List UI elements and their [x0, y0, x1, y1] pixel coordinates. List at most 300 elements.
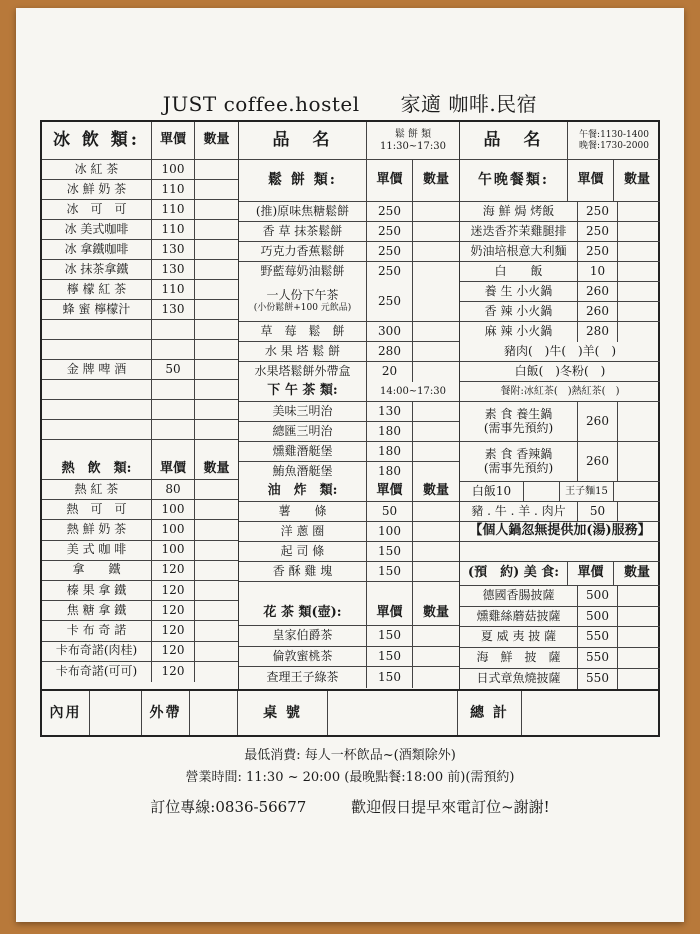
meat-addon-price: 50 [578, 502, 618, 521]
qty-cell[interactable] [413, 422, 459, 441]
item-name [42, 440, 152, 460]
hot-header-row [42, 460, 238, 480]
qty-header: 數量 [203, 132, 230, 148]
table-row [460, 282, 660, 302]
waffle-top-header [239, 122, 459, 160]
qty-cell[interactable] [195, 260, 238, 279]
item-name: 倫敦蜜桃茶 [239, 647, 367, 667]
qty-cell[interactable] [195, 480, 238, 499]
table-row [239, 502, 459, 522]
item-name: 冰 可 可 [42, 200, 152, 219]
afternoon-tea-list [239, 402, 459, 482]
qty-header: 數量 [422, 483, 449, 499]
item-price: 110 [152, 220, 195, 239]
item-name: 美味三明治 [239, 402, 367, 421]
item-price: 130 [152, 260, 195, 279]
qty-cell[interactable] [413, 282, 459, 321]
qty-cell[interactable] [195, 240, 238, 259]
qty-cell[interactable] [195, 601, 238, 620]
table-row [42, 440, 238, 460]
meal-list [460, 202, 660, 342]
qty-cell[interactable] [195, 581, 238, 600]
total-field[interactable] [522, 691, 658, 735]
item-name: 草 莓 鬆 餅 [239, 322, 367, 341]
item-name: 榛 果 拿 鐵 [42, 581, 152, 600]
item-name: 冰 拿鐵咖啡 [42, 240, 152, 259]
item-price: 180 [367, 422, 413, 441]
item-price [152, 380, 195, 399]
dine-in-checkbox[interactable] [90, 691, 142, 735]
table-row [460, 242, 660, 262]
table-row [239, 562, 459, 582]
food-column [239, 122, 460, 689]
item-price: 50 [367, 502, 413, 521]
item-name: 卡 布 奇 諾 [42, 621, 152, 640]
item-price: 550 [578, 627, 618, 647]
table-row [42, 561, 238, 581]
item-price: 100 [367, 522, 413, 541]
qty-cell[interactable] [413, 667, 459, 688]
item-name: 拿 鐵 [42, 561, 152, 580]
qty-cell[interactable] [413, 362, 459, 382]
veg-hotpot-1-note: (需事先預約) [483, 420, 554, 435]
item-name: 奶油培根意大利麵 [460, 242, 578, 261]
qty-cell[interactable] [618, 648, 660, 668]
takeout-label: 外帶 [142, 691, 190, 735]
order-summary-row [42, 689, 658, 735]
addon-row [460, 482, 660, 502]
qty-cell[interactable] [618, 442, 660, 481]
item-name: 海 鮮 焗 烤飯 [460, 202, 578, 221]
qty-cell[interactable] [618, 627, 660, 647]
meat-addon-row [460, 502, 660, 522]
item-price: 120 [152, 601, 195, 620]
table-row [239, 647, 459, 668]
drink-options-row [460, 382, 660, 402]
item-price: 80 [152, 480, 195, 499]
footer-contact [0, 796, 700, 817]
qty-cell[interactable] [413, 647, 459, 667]
item-price: 110 [152, 180, 195, 199]
item-price: 120 [152, 662, 195, 682]
meat-addon: 豬 . 牛 . 羊 . 肉片 [460, 502, 578, 521]
item-price: 120 [152, 561, 195, 580]
meal-hours-cell [568, 122, 660, 159]
qty-cell[interactable] [195, 320, 238, 339]
qty-cell[interactable] [618, 322, 660, 342]
qty-cell[interactable] [195, 180, 238, 199]
veg-hotpot-row-2 [460, 442, 660, 482]
table-row [239, 402, 459, 422]
table-row [460, 202, 660, 222]
title-english: JUST coffee.hostel [162, 92, 360, 116]
qty-cell[interactable] [195, 300, 238, 319]
veg-hotpot-1-price: 260 [578, 402, 618, 441]
qty-cell[interactable] [195, 340, 238, 359]
item-header: 品 名 [460, 122, 568, 159]
table-row [239, 667, 459, 688]
meal-title: 午晚餐類: [460, 160, 568, 201]
meal-column [460, 122, 660, 689]
price-header: 單價 [152, 460, 195, 479]
item-name: 美 式 咖 啡 [42, 541, 152, 560]
table-row [42, 200, 238, 220]
pizza-title: (預 約) 美 食: [460, 562, 568, 585]
item-name: 卡布奇諾(可可) [42, 662, 152, 682]
item-name: 鮪魚潛艇堡 [239, 462, 367, 482]
item-price: 120 [152, 642, 195, 661]
qty-cell[interactable] [618, 607, 660, 627]
table-row [460, 586, 660, 607]
item-price: 100 [152, 520, 195, 539]
table-row [42, 621, 238, 641]
veg-hotpot-1-name [460, 402, 578, 441]
fried-header [239, 482, 459, 502]
qty-cell[interactable] [195, 440, 238, 460]
item-name: 水 果 塔 鬆 餅 [239, 342, 367, 361]
table-row [42, 541, 238, 561]
cold-title: 冰 飲 類: [42, 122, 152, 159]
table-row [42, 400, 238, 420]
qty-cell[interactable] [618, 262, 660, 281]
item-price: 250 [367, 262, 413, 282]
afternoon-tea-header [239, 382, 459, 402]
item-name: 迷迭香芥茉雞腿排 [460, 222, 578, 241]
item-name: 冰 紅 茶 [42, 160, 152, 179]
item-name: 德國香腸披薩 [460, 586, 578, 606]
waffle-header-time: 11:30~17:30 [379, 140, 446, 152]
item-name: 巧克力香蕉鬆餅 [239, 242, 367, 261]
waffle-title: 鬆 餅 類: [239, 160, 367, 201]
qty-cell[interactable] [195, 380, 238, 399]
item-price: 250 [578, 222, 618, 241]
item-name: 總匯三明治 [239, 422, 367, 441]
rice-options-row [460, 362, 660, 382]
table-row [42, 380, 238, 400]
flower-tea-list [239, 626, 459, 688]
fried-list [239, 502, 459, 602]
item-name: 蜂 蜜 檸檬汁 [42, 300, 152, 319]
meat-options[interactable]: 豬肉( )牛( )羊( ) [503, 343, 617, 358]
item-name: 焦 糖 拿 鐵 [42, 601, 152, 620]
table-row [42, 320, 238, 340]
qty-cell[interactable] [195, 200, 238, 219]
business-hours: 營業時間: 11:30 ~ 20:00 (最晚點餐:18:00 前)(需預約) [185, 770, 515, 785]
table-row [42, 360, 238, 380]
item-price: 100 [152, 500, 195, 519]
waffle-header-title: 鬆 餅 類 [394, 129, 432, 140]
item-name: 香 辣 小火鍋 [460, 302, 578, 321]
item-name: 香 酥 雞 塊 [239, 562, 367, 581]
qty-header: 數量 [623, 565, 650, 581]
qty-cell[interactable] [618, 502, 660, 521]
drink-options[interactable]: 餐附:冰紅茶( )熱紅茶( ) [500, 385, 620, 397]
item-name: 白 飯 [460, 262, 578, 281]
qty-cell[interactable] [618, 222, 660, 241]
item-price [152, 340, 195, 359]
item-price: 120 [152, 621, 195, 640]
item-name: 金 牌 啤 酒 [42, 360, 152, 379]
item-price: 250 [367, 222, 413, 241]
qty-cell[interactable] [195, 642, 238, 661]
qty-cell[interactable] [195, 520, 238, 539]
qty-header: 數量 [422, 172, 449, 188]
item-name: 冰 美式咖啡 [42, 220, 152, 239]
item-name: 熱 紅 茶 [42, 480, 152, 499]
table-row [42, 601, 238, 621]
item-price: 250 [367, 242, 413, 261]
qty-cell[interactable] [413, 542, 459, 561]
qty-cell[interactable] [413, 262, 459, 282]
item-name: 查理王子綠茶 [239, 667, 367, 688]
cold-list [42, 160, 238, 460]
tea-set-name-cell [239, 282, 367, 321]
qty-cell[interactable] [618, 402, 660, 441]
table-row [42, 662, 238, 682]
veg-hotpot-2-price: 260 [578, 442, 618, 481]
qty-cell[interactable] [195, 400, 238, 419]
table-row [239, 362, 459, 382]
item-price: 110 [152, 200, 195, 219]
item-price: 130 [367, 402, 413, 421]
table-number-field[interactable] [328, 691, 458, 735]
item-name: 香 草 抹茶鬆餅 [239, 222, 367, 241]
item-price: 250 [578, 242, 618, 261]
table-row [239, 626, 459, 647]
item-name [42, 340, 152, 359]
item-price [152, 400, 195, 419]
qty-cell[interactable] [413, 522, 459, 541]
qty-cell[interactable] [618, 242, 660, 261]
qty-cell[interactable] [195, 280, 238, 299]
qty-cell[interactable] [614, 482, 660, 501]
item-price: 10 [578, 262, 618, 281]
table-row [42, 180, 238, 200]
qty-cell[interactable] [618, 202, 660, 221]
item-price: 280 [578, 322, 618, 342]
item-price: 500 [578, 607, 618, 627]
item-name: 燻雞絲蘑菇披薩 [460, 607, 578, 627]
item-name: 日式章魚燒披薩 [460, 669, 578, 690]
qty-cell[interactable] [195, 360, 238, 379]
table-row [42, 240, 238, 260]
table-row [239, 242, 459, 262]
item-price: 100 [152, 541, 195, 560]
table-row [239, 422, 459, 442]
meal-top-header [460, 122, 660, 160]
qty-cell[interactable] [413, 462, 459, 482]
takeout-checkbox[interactable] [190, 691, 238, 735]
item-name: 養 生 小火鍋 [460, 282, 578, 301]
price-header: 單價 [152, 122, 195, 159]
item-price: 130 [152, 240, 195, 259]
rice-addon: 白飯10 [460, 482, 524, 501]
hot-list [42, 480, 238, 682]
item-name: 海 鮮 披 薩 [460, 648, 578, 668]
qty-cell[interactable] [195, 500, 238, 519]
item-header: 品 名 [239, 122, 367, 159]
item-name: (推)原味焦糖鬆餅 [239, 202, 367, 221]
afternoon-tea-title: 下 午 茶 類: [239, 382, 367, 401]
table-row [239, 522, 459, 542]
qty-cell[interactable] [618, 282, 660, 301]
qty-cell[interactable] [618, 669, 660, 690]
flower-tea-header [239, 602, 459, 626]
item-name [42, 400, 152, 419]
qty-cell[interactable] [413, 342, 459, 361]
veg-hotpot-1-label: 素 食 養生鍋 [484, 406, 553, 421]
table-row [42, 300, 238, 320]
table-row [239, 462, 459, 482]
qty-cell[interactable] [195, 621, 238, 640]
hotpot-note-row [460, 522, 660, 542]
item-price: 280 [367, 342, 413, 361]
drinks-column [42, 122, 239, 689]
waffle-time-cell [367, 122, 459, 159]
veg-hotpot-row-1 [460, 402, 660, 442]
blank-row [460, 542, 660, 562]
table-row [239, 222, 459, 242]
pizza-list [460, 586, 660, 689]
item-name: 冰 抹茶拿鐵 [42, 260, 152, 279]
item-price: 260 [578, 282, 618, 301]
tea-set-row [239, 282, 459, 322]
table-row [460, 648, 660, 669]
item-name [42, 320, 152, 339]
item-price: 150 [367, 667, 413, 688]
hotpot-note: 【個人鍋忽無提供加(湯)服務】 [469, 523, 651, 539]
table-row [42, 480, 238, 500]
veg-hotpot-2-note: (需事先預約) [483, 460, 554, 475]
qty-cell[interactable] [195, 541, 238, 560]
item-name [42, 380, 152, 399]
item-name: 熱 可 可 [42, 500, 152, 519]
qty-header: 數量 [422, 605, 449, 621]
item-price: 150 [367, 647, 413, 667]
meat-options-row [460, 342, 660, 362]
qty-cell[interactable] [618, 586, 660, 606]
table-row [239, 442, 459, 462]
fried-title: 油 炸 類: [239, 482, 367, 501]
price-header: 單價 [367, 160, 413, 201]
table-row [42, 160, 238, 180]
waffle-list [239, 202, 459, 282]
item-price [152, 420, 195, 439]
menu-title [0, 88, 700, 117]
item-price: 150 [367, 562, 413, 581]
flower-tea-title: 花 茶 類(壺): [239, 602, 367, 625]
item-name: 水果塔鬆餅外帶盒 [239, 362, 367, 382]
noodle-addon: 王子麵15 [560, 482, 614, 501]
item-price: 300 [367, 322, 413, 341]
veg-hotpot-2-label: 素 食 香辣鍋 [484, 446, 553, 461]
welcome-message: 歡迎假日提早來電訂位~謝謝! [351, 798, 550, 816]
qty-cell[interactable] [195, 662, 238, 682]
cold-header-row [42, 122, 238, 160]
item-name: 卡布奇諾(肉桂) [42, 642, 152, 661]
qty-cell[interactable] [413, 322, 459, 341]
item-name: 洋 蔥 圈 [239, 522, 367, 541]
qty-cell[interactable] [413, 502, 459, 521]
order-sheet [40, 120, 660, 737]
reservation-phone: 訂位專線:0836-56677 [150, 798, 307, 816]
qty-cell[interactable] [413, 442, 459, 461]
qty-cell[interactable] [413, 402, 459, 421]
qty-header: 數量 [203, 461, 230, 477]
qty-cell[interactable] [413, 222, 459, 241]
qty-cell[interactable] [413, 202, 459, 221]
qty-cell[interactable] [413, 582, 459, 602]
item-price: 180 [367, 442, 413, 461]
afternoon-tea-time: 14:00~17:30 [379, 385, 446, 397]
pizza-header [460, 562, 660, 586]
item-price: 250 [367, 202, 413, 221]
waffle-section-header [239, 160, 459, 202]
table-row [42, 420, 238, 440]
tea-set-price: 250 [367, 282, 413, 321]
veg-hotpot-2-name [460, 442, 578, 481]
table-row [42, 220, 238, 240]
item-price [152, 440, 195, 460]
table-row [460, 322, 660, 342]
qty-cell[interactable] [413, 626, 459, 646]
rice-options[interactable]: 白飯( )冬粉( ) [514, 363, 606, 378]
table-row [239, 322, 459, 342]
item-price: 260 [578, 302, 618, 321]
tea-set-note: (小份鬆餅+100 元飲品) [253, 303, 352, 314]
qty-cell[interactable] [413, 242, 459, 261]
table-row [239, 582, 459, 602]
price-header: 單價 [367, 482, 413, 501]
qty-cell[interactable] [195, 220, 238, 239]
qty-cell[interactable] [195, 160, 238, 179]
hot-title: 熱 飲 類: [42, 460, 152, 479]
item-price: 500 [578, 586, 618, 606]
table-number-label: 桌 號 [238, 691, 328, 735]
table-row [460, 302, 660, 322]
item-name: 皇家伯爵茶 [239, 626, 367, 646]
price-header: 單價 [568, 160, 614, 201]
table-row [42, 260, 238, 280]
table-row [460, 627, 660, 648]
qty-cell[interactable] [195, 420, 238, 439]
item-name: 熱 鮮 奶 茶 [42, 520, 152, 539]
waffle-list-2 [239, 322, 459, 382]
qty-cell[interactable] [524, 482, 560, 501]
qty-cell[interactable] [413, 562, 459, 581]
price-header: 單價 [568, 562, 614, 585]
dinner-hours: 晚餐:1730-2000 [579, 140, 649, 151]
item-name: 夏 威 夷 披 薩 [460, 627, 578, 647]
item-price: 150 [367, 626, 413, 646]
item-name [42, 420, 152, 439]
qty-header: 數量 [623, 172, 650, 188]
tea-set-name: 一人份下午茶 [266, 288, 339, 303]
table-row [42, 520, 238, 540]
item-price: 110 [152, 280, 195, 299]
table-row [239, 262, 459, 282]
item-price: 250 [578, 202, 618, 221]
item-name: 檸 檬 紅 茶 [42, 280, 152, 299]
table-row [239, 202, 459, 222]
item-price: 130 [152, 300, 195, 319]
item-name: 起 司 條 [239, 542, 367, 561]
table-row [239, 542, 459, 562]
qty-cell[interactable] [618, 302, 660, 321]
table-row [42, 340, 238, 360]
item-price: 180 [367, 462, 413, 482]
qty-cell[interactable] [195, 561, 238, 580]
